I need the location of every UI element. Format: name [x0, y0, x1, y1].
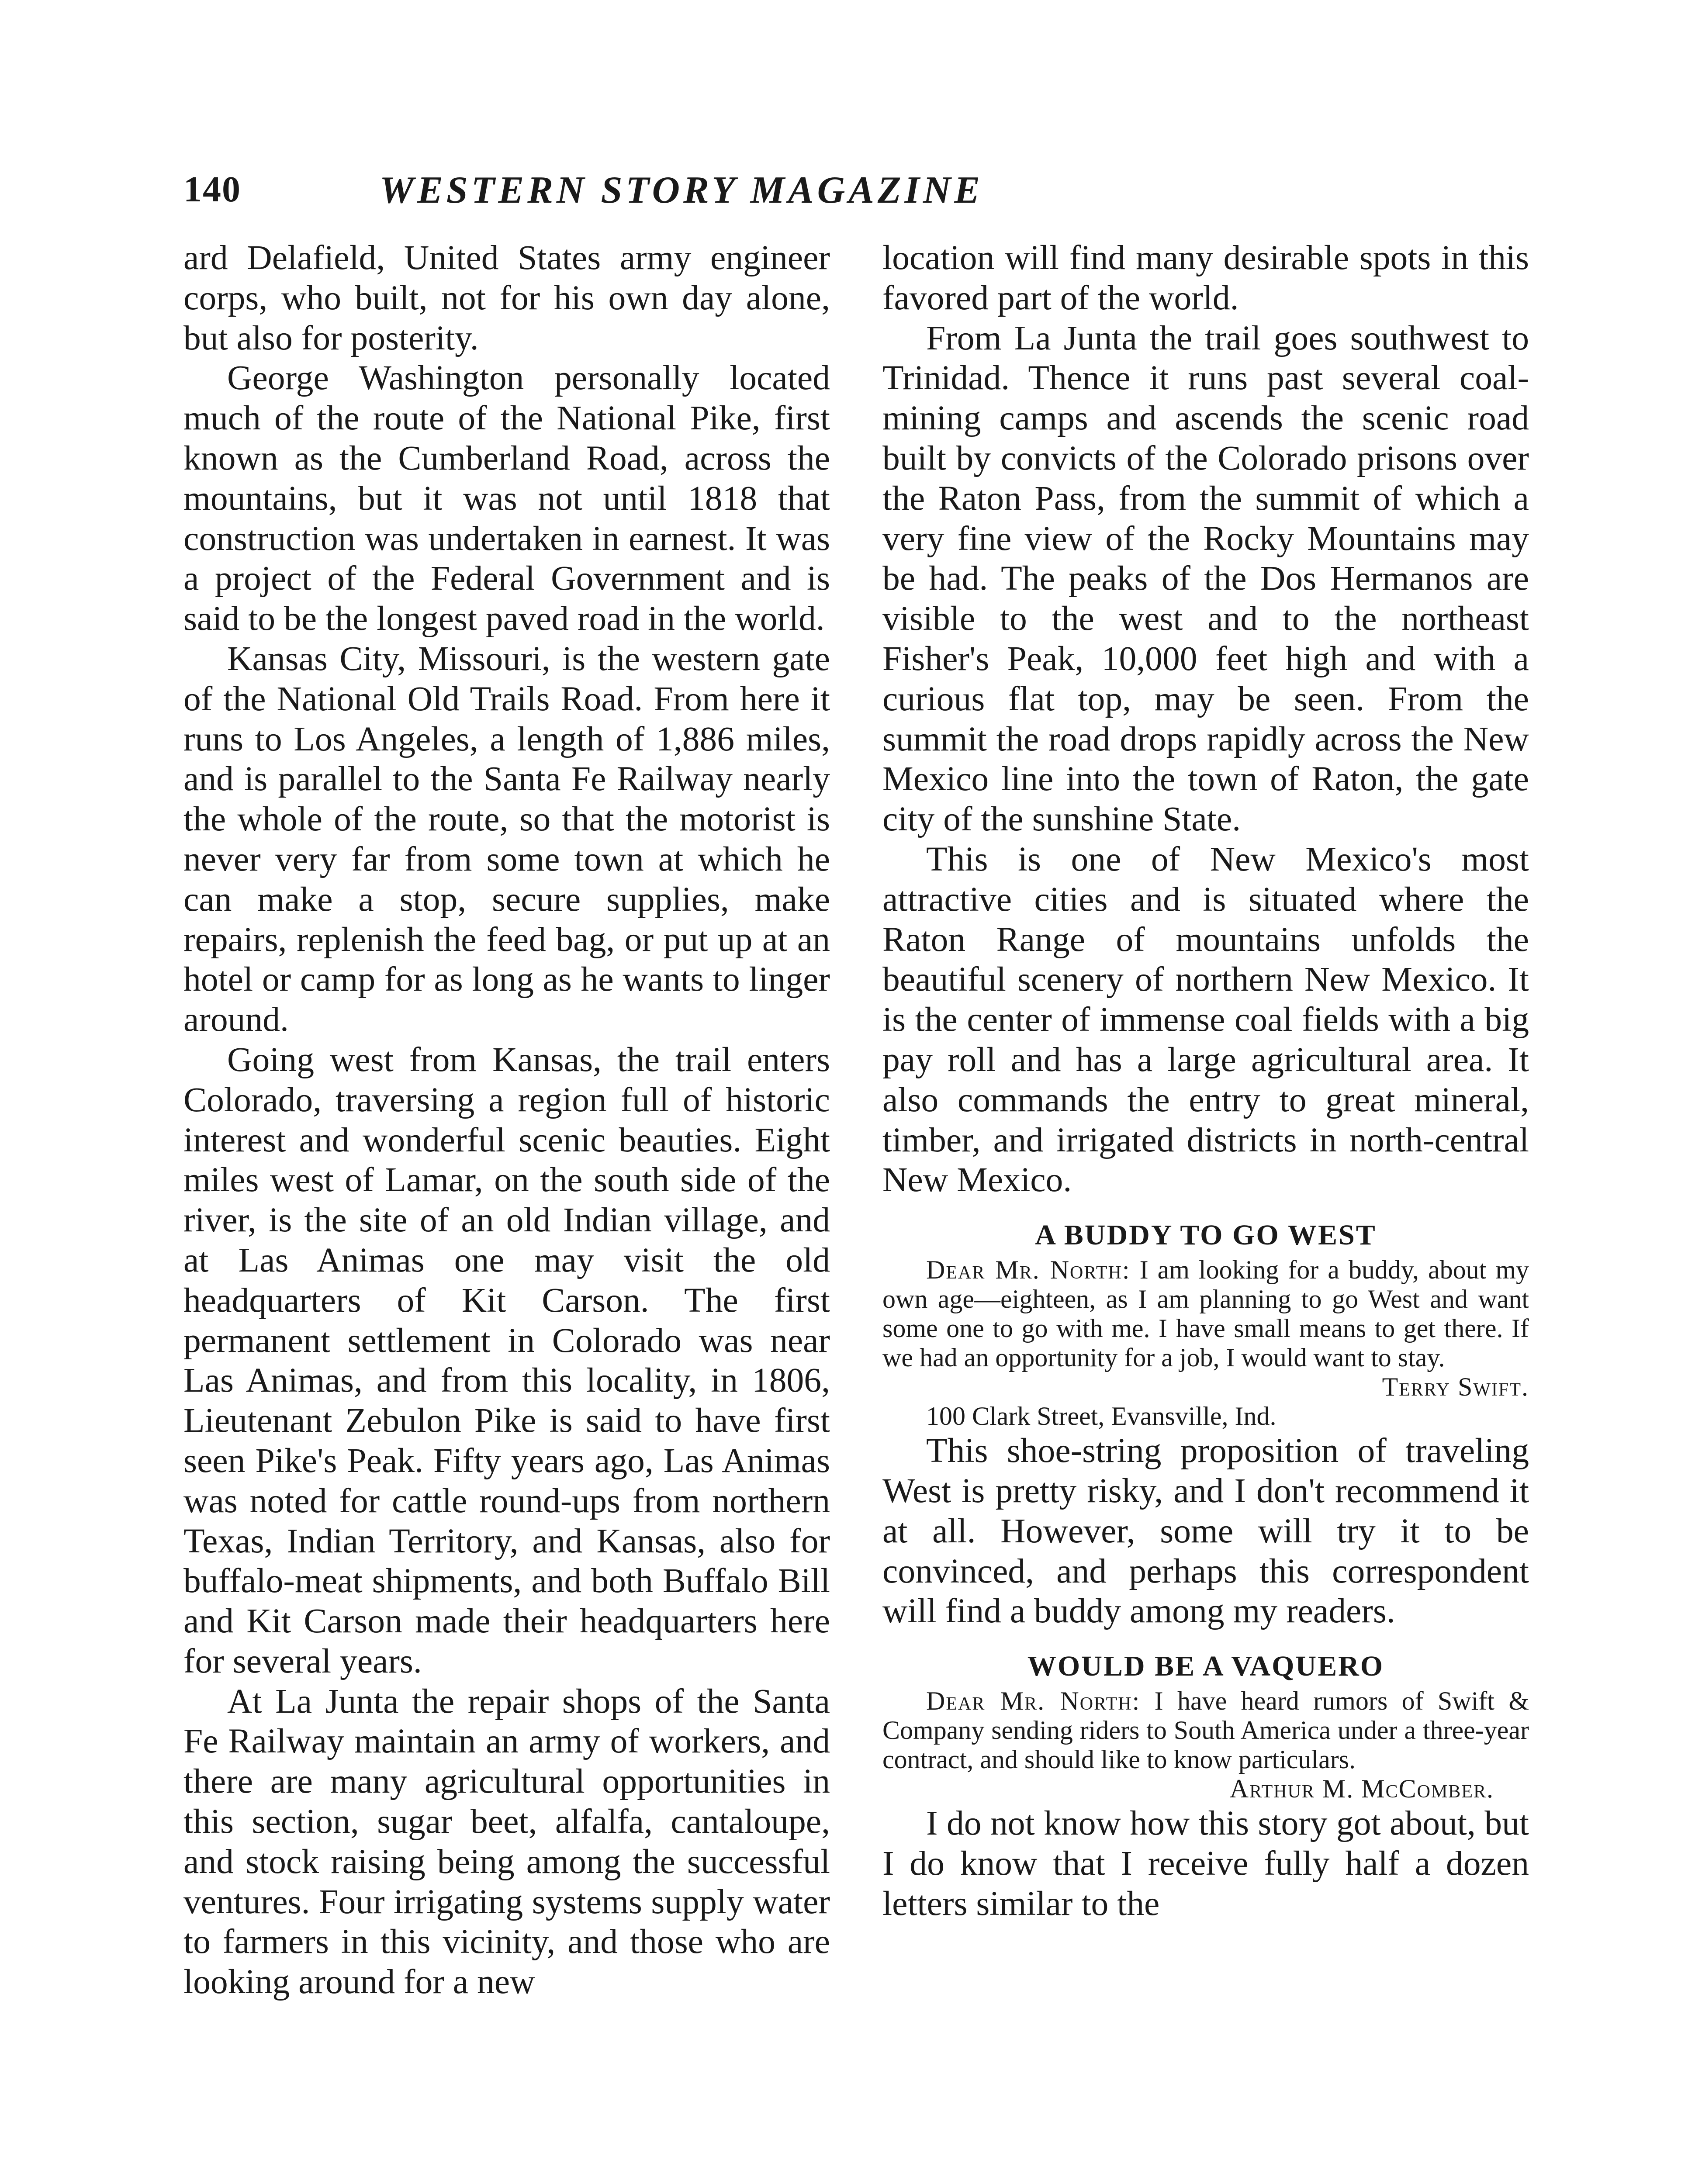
- letter-salutation: Dear Mr. North:: [926, 1255, 1131, 1285]
- letter-text: I have heard rumors of Swift & Company sending riders to South America under a three-year contract, and should like to know particulars.: [882, 1686, 1529, 1774]
- editor-reply: I do not know how this story got about, but I do know that I receive fully half a dozen letters similar to the: [882, 1804, 1529, 1923]
- letter-signature: Terry Swift.: [1382, 1372, 1529, 1402]
- letter-buddy: [882, 1255, 1529, 1431]
- letter-vaquero: [882, 1686, 1529, 1804]
- letter-text: I am looking for a buddy, about my own age—eighteen, as I am planning to go West and want some one to go with me. I have small means to get there. If we had an opportunity for a job, I would want to stay.: [882, 1255, 1529, 1372]
- paragraph: Going west from Kansas, the trail enters Colorado, traversing a region full of historic interest and wonderful scenic beauties. Eight miles west of Lamar, on the south side of the river, is the site of an old Indian village, and at Las Animas one may visit the old headquarters of Kit Carson. The first permanent settlement in Colorado was near Las Animas, and from this locality, in 1806, Lieutenant Zebulon Pike is said to have first seen Pike's Peak. Fifty years ago, Las Animas was noted for cattle round-ups from northern Texas, Indian Territory, and Kansas, also for buffalo-meat shipments, and both Buffalo Bill and Kit Carson made their headquarters here for several years.: [183, 1040, 830, 1680]
- paragraph: Kansas City, Missouri, is the western gate of the National Old Trails Road. From here it runs to Los Angeles, a length of 1,886 miles, and is parallel to the Santa Fe Railway nearly the whole of the route, so that the motorist is never very far from some town at which he can make a stop, secure supplies, make repairs, replenish the feed bag, or put up at an hotel or camp for as long as he wants to linger around.: [183, 639, 830, 1039]
- letter-body: [882, 1255, 1529, 1372]
- letter-title-vaquero: WOULD BE A VAQUERO: [1027, 1650, 1384, 1683]
- paragraph: This is one of New Mexico's most attractive cities and is situated where the Raton Range of mountains unfolds the beautiful scenery of northern New Mexico. It is the center of immense coal fields with a big pay roll and has a large agricultural area. It also commands the entry to great mineral, timber, and irrigated districts in north-central New Mexico.: [882, 840, 1529, 1199]
- right-column: [882, 238, 1529, 1924]
- letter-signature: Arthur M. McComber.: [1229, 1774, 1494, 1804]
- editor-reply: This shoe-string proposition of traveling West is pretty risky, and I don't recommend it at all. However, some will try it to be convinced, and perhaps this correspondent will find a buddy among my readers.: [882, 1431, 1529, 1631]
- letter-signature-line: [882, 1372, 1529, 1402]
- letter-signature-line: [882, 1774, 1529, 1804]
- paragraph: George Washington personally located much of the route of the National Pike, first known as the Cumberland Road, across the mountains, but it was not until 1818 that construction was undertaken in earnest. It was a project of the Federal Government and is said to be the longest paved road in the world.: [183, 359, 830, 638]
- letter-body: [882, 1686, 1529, 1774]
- paragraph: At La Junta the repair shops of the Santa Fe Railway maintain an army of workers, and there are many agricultural opportunities in this section, sugar beet, alfalfa, cantaloupe, and stock raising being among the successful ventures. Four irrigating systems supply water to farmers in this vicinity, and those who are looking around for a new: [183, 1682, 830, 2001]
- magazine-title: WESTERN STORY MAGAZINE: [379, 169, 984, 211]
- paragraph: ard Delafield, United States army engineer corps, who built, not for his own day alone, but also for posterity.: [183, 238, 830, 357]
- letter-salutation: Dear Mr. North:: [926, 1686, 1141, 1716]
- paragraph: location will find many desirable spots in this favored part of the world.: [882, 238, 1529, 317]
- letter-address: 100 Clark Street, Evansville, Ind.: [926, 1402, 1276, 1431]
- letter-title-buddy: A BUDDY TO GO WEST: [1035, 1219, 1377, 1251]
- page-header: [183, 168, 1180, 225]
- left-column: [183, 238, 830, 2002]
- paragraph: From La Junta the trail goes southwest to Trinidad. Thence it runs past several coal-mining camps and ascends the scenic road built by convicts of the Colorado prisons over the Raton Pass, from the summit of which a very fine view of the Rocky Mountains may be had. The peaks of the Dos Hermanos are visible to the west and to the northeast Fisher's Peak, 10,000 feet high and with a curious flat top, may be seen. From the summit the road drops rapidly across the New Mexico line into the town of Raton, the gate city of the sunshine State.: [882, 318, 1529, 839]
- page-number: 140: [183, 169, 241, 210]
